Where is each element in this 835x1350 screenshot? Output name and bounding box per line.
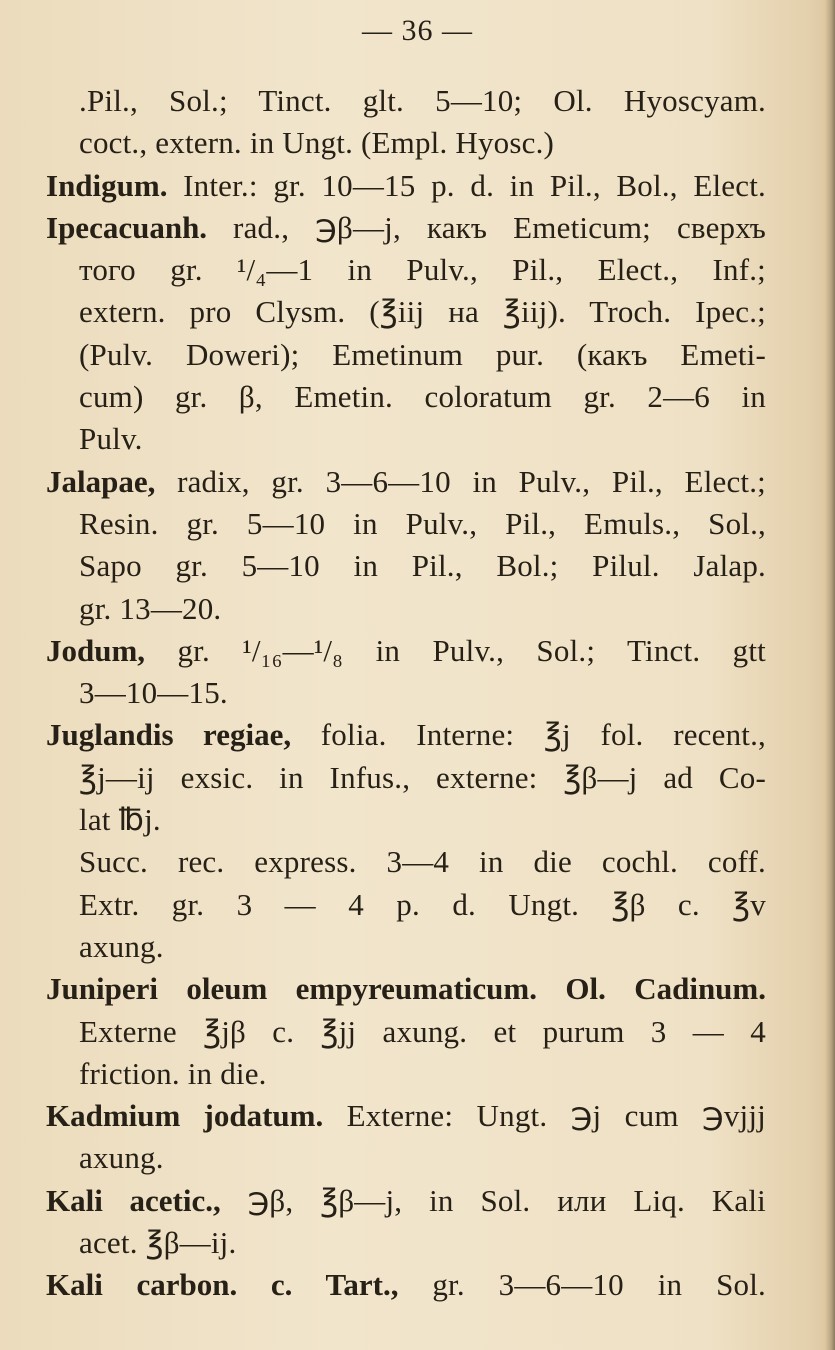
text-line xyxy=(46,926,766,968)
line-text: Extr. gr. 3 — 4 p. d. Ungt. ℥β c. ℥v xyxy=(79,886,766,922)
line-text: Pulv. xyxy=(79,421,143,457)
entry-heading-line xyxy=(46,165,766,207)
line-text: Resin. gr. 5—10 in Pulv., Pil., Emuls., Sol., xyxy=(79,505,766,541)
text-line xyxy=(46,418,766,460)
entry-term: Juniperi oleum empyreumaticum. Ol. Cadinum. xyxy=(46,971,766,1007)
text-line xyxy=(46,1053,766,1095)
entry-heading-line xyxy=(46,461,766,503)
text-line xyxy=(46,122,766,164)
line-text: coct., extern. in Ungt. (Empl. Hyosc.) xyxy=(79,125,555,161)
line-text: extern. pro Clysm. (℥iij на ℥iij). Troch. Ipec.; xyxy=(79,294,766,330)
entry-term: Kadmium jodatum. xyxy=(46,1098,324,1134)
text-line xyxy=(46,884,766,926)
entry-term: Kali acetic., xyxy=(46,1182,221,1218)
line-text: Succ. rec. express. 3—4 in die cochl. coff. xyxy=(79,844,766,880)
line-text: cum) gr. β, Emetin. coloratum gr. 2—6 in xyxy=(79,379,766,415)
line-text: (Pulv. Doweri); Emetinum pur. (какъ Emeti- xyxy=(79,336,766,372)
entry-term: Jodum, xyxy=(46,632,146,668)
line-text: axung. xyxy=(79,928,164,964)
text-line xyxy=(46,376,766,418)
line-text: axung. xyxy=(79,1140,164,1176)
entry-term: Kali carbon. c. Tart., xyxy=(46,1267,399,1303)
text-line xyxy=(46,588,766,630)
line-text: Externe: Ungt. ℈j cum ℈vjjj xyxy=(323,1098,766,1134)
entry-heading-line xyxy=(46,1095,766,1137)
line-text: ℈β, ℥β—j, in Sol. или Liq. Kali xyxy=(220,1182,766,1218)
text-line xyxy=(46,291,766,333)
entry-term: Jalapae, xyxy=(46,463,156,499)
text-line xyxy=(46,757,766,799)
text-line xyxy=(46,334,766,376)
entry-heading-line xyxy=(46,714,766,756)
line-text: .Pil., Sol.; Tinct. glt. 5—10; Ol. Hyoscyam. xyxy=(79,83,766,118)
line-text: Sapo gr. 5—10 in Pil., Bol.; Pilul. Jalap. xyxy=(79,548,766,584)
text-line xyxy=(46,503,766,545)
text-line xyxy=(46,249,766,291)
line-text: Inter.: gr. 10—15 p. d. in Pil., Bol., Elect. xyxy=(167,167,766,203)
text-line xyxy=(46,1137,766,1179)
text-line xyxy=(46,799,766,841)
line-text: 3—10—15. xyxy=(79,675,228,711)
entry-heading-line xyxy=(46,207,766,249)
line-text: friction. in die. xyxy=(79,1055,267,1091)
line-text: rad., ℈β—j, какъ Emeticum; сверхъ xyxy=(207,209,766,245)
line-text: ℥j—ij exsic. in Infus., externe: ℥β—j ad Co- xyxy=(79,759,766,795)
line-text: acet. ℥β—ij. xyxy=(79,1225,237,1261)
text-line xyxy=(46,545,766,587)
line-text: lat ℔j. xyxy=(79,802,161,838)
entry-heading-line xyxy=(46,630,766,672)
text-line xyxy=(46,1222,766,1264)
text-line xyxy=(46,841,766,883)
text-column xyxy=(46,80,766,1307)
line-text: gr. 3—6—10 in Sol. xyxy=(398,1267,766,1303)
entry-heading-line xyxy=(46,1180,766,1222)
line-text: gr. ¹/₁₆—¹/₈ in Pulv., Sol.; Tinct. gtt xyxy=(145,632,766,668)
text-line xyxy=(46,80,766,122)
text-line xyxy=(46,1011,766,1053)
entry-heading-line xyxy=(46,968,766,1010)
line-text: folia. Interne: ℥j fol. recent., xyxy=(291,717,767,753)
entry-term: Juglandis regiae, xyxy=(46,717,292,753)
entry-heading-line xyxy=(46,1264,766,1306)
text-line xyxy=(46,672,766,714)
entry-term: Ipecacuanh. xyxy=(46,209,208,245)
entry-term: Indigum. xyxy=(46,167,168,203)
line-text: radix, gr. 3—6—10 in Pulv., Pil., Elect.; xyxy=(155,463,766,499)
line-text: gr. 13—20. xyxy=(79,590,222,626)
line-text: Externe ℥jβ c. ℥jj axung. et purum 3 — 4 xyxy=(79,1013,766,1049)
line-text: того gr. ¹/₄—1 in Pulv., Pil., Elect., Inf.; xyxy=(79,252,766,288)
page-edge-shadow xyxy=(825,0,835,1350)
page-number: — 36 — xyxy=(362,14,473,47)
